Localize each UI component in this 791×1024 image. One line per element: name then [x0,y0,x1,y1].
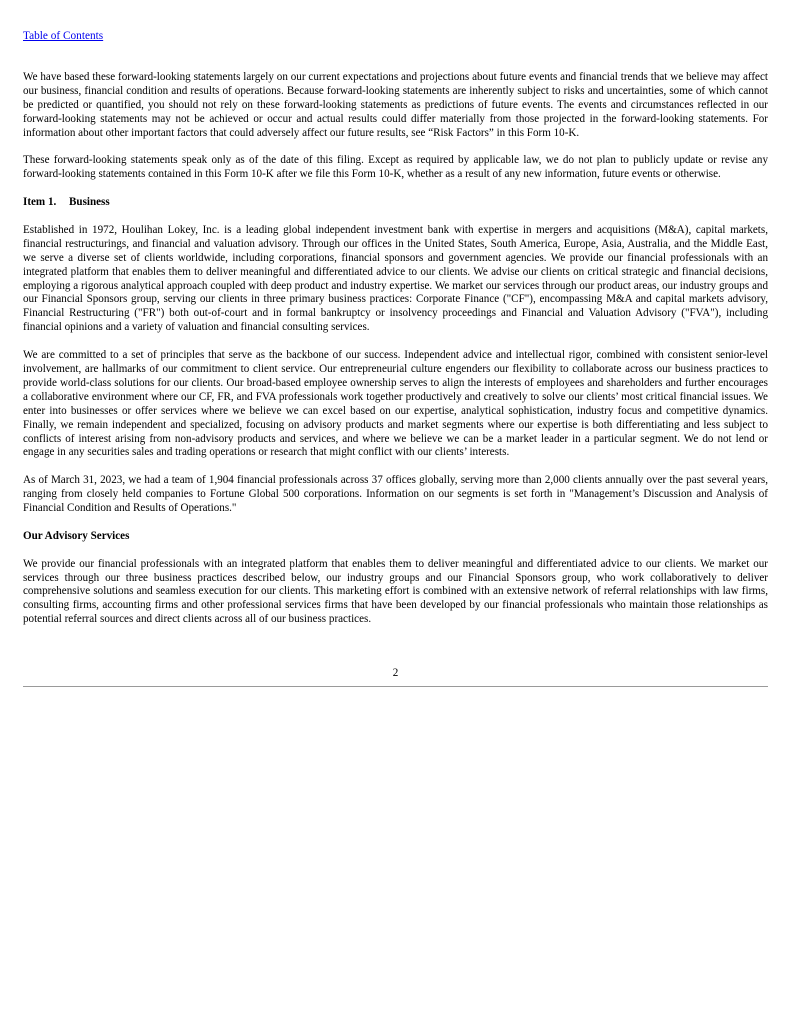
table-of-contents-link[interactable]: Table of Contents [23,30,104,42]
advisory-services-paragraph: We provide our financial professionals with an integrated platform that enables them to deliver meaningful and differentiated advice to our clients. We market our services through our three business practices described below, our industry groups and our Financial Sponsors group, who work collaboratively to deliver comprehensive solutions and seamless execution for our clients. This marketing effort is combined with an extensive network of referral relationships with law firms, consulting firms, accounting firms and other professional services firms that have been developed by our financial professionals who maintain those relationships as potential referral sources and direct clients across all of our business practices. [23,557,768,626]
page-number: 2 [392,667,399,679]
filing-date-paragraph: These forward-looking statements speak only as of the date of this filing. Except as required by applicable law, we do not plan to publicly update or revise any forward-looking statements contained in this Form 10-K after we file this Form 10-K, whether as a result of any new information, future events or otherwise. [23,154,768,181]
advisory-services-heading: Our Advisory Services [23,529,130,542]
document-body [23,71,768,627]
footer-divider [23,686,768,687]
principles-paragraph: We are committed to a set of principles that serve as the backbone of our success. Independent advice and intellectual rigor, combined with consistent senior-level involvement, are hallmarks of our commitment to client service. Our entrepreneurial culture engenders our flexibility to collaborate across our business practices to provide world-class solutions for our clients. Our broad-based employee ownership serves to align the interests of employees and shareholders and further encourages a collaborative environment where our CF, FR, and FVA professionals work together productively and creatively to solve our clients’ most critical financial issues. We enter into businesses or offer services where we believe we can excel based on our expertise, analytical sophistication, industry focus and competitive dynamics. Finally, we remain independent and specialized, focusing on advisory products and market segments where our expertise is both differentiating and less subject to conflicts of interest arising from non-advisory products and services, and where we believe we can be a market leader in a particular segment. We do not lend or engage in any securities sales and trading operations or research that might conflict with our clients’ interests. [23,349,768,459]
item-1-heading [23,196,768,210]
forward-looking-paragraph: We have based these forward-looking statements largely on our current expectations and projections about future events and financial trends that we believe may affect our business, financial condition and results of operations. Because forward-looking statements are inherently subject to risks and uncertainties, some of which cannot be predicted or quantified, you should not rely on these forward-looking statements as predictions of future events. The events and circumstances reflected in our forward-looking statements may not be achieved or occur and actual results could differ materially from those projected in the forward-looking statements. For information about other important factors that could adversely affect our future results, see “Risk Factors” in this Form 10-K. [23,71,768,139]
item-title: Business [69,196,110,209]
item-number: Item 1. [23,196,57,209]
company-overview-paragraph: Established in 1972, Houlihan Lokey, Inc. is a leading global independent investment bank with expertise in mergers and acquisitions (M&A), capital markets, financial restructurings, and financial and valuation advisory. Through our offices in the United States, South America, Europe, Asia, Australia, and the Middle East, we serve a diverse set of clients worldwide, including corporations, financial sponsors and government agencies. We provide our financial professionals with an integrated platform that enables them to deliver meaningful and differentiated advice to our clients. We advise our clients on critical strategic and financial decisions, employing a rigorous analytical approach coupled with deep product and industry expertise. We market our services through our product areas, our industry groups and our Financial Sponsors group, serving our clients in three primary business practices: Corporate Finance ("CF"), encompassing M&A and capital markets advisory, Financial Restructuring ("FR") both out-of-court and in formal bankruptcy or insolvency proceedings and Financial and Valuation Advisory ("FVA"), including financial opinions and a variety of valuation and financial consulting services. [23,223,768,334]
team-size-paragraph: As of March 31, 2023, we had a team of 1,904 financial professionals across 37 offices globally, serving more than 2,000 clients annually over the past several years, ranging from closely held companies to Fortune Global 500 corporations. Information on our segments is set forth in "Management’s Discussion and Analysis of Financial Condition and Results of Operations." [23,474,768,515]
